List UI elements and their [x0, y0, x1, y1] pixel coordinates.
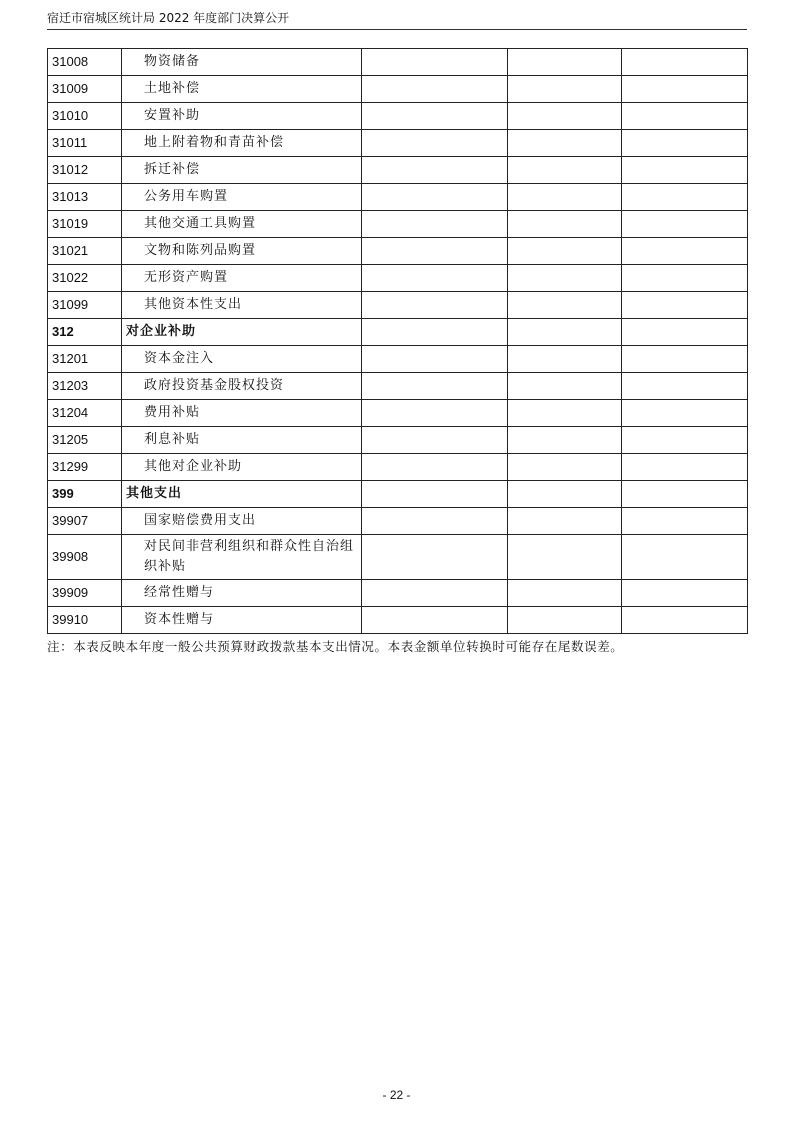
- row-amount-cell: [622, 211, 748, 238]
- row-amount-cell: [362, 292, 508, 319]
- table-row: [48, 238, 748, 265]
- row-amount-cell: [622, 184, 748, 211]
- row-name: 无形资产购置: [144, 270, 229, 285]
- row-name-cell: [122, 427, 362, 454]
- row-name-cell: [122, 580, 362, 607]
- table-row: [48, 157, 748, 184]
- table-row-category: [48, 481, 748, 508]
- row-amount-cell: [362, 265, 508, 292]
- row-amount-cell: [508, 184, 622, 211]
- row-name: 拆迁补偿: [144, 162, 201, 177]
- row-amount-cell: [622, 535, 748, 580]
- row-code: 31019: [48, 211, 122, 238]
- row-code: 31099: [48, 292, 122, 319]
- row-amount-cell: [508, 535, 622, 580]
- table-row: [48, 103, 748, 130]
- row-amount-cell: [508, 238, 622, 265]
- row-amount-cell: [508, 427, 622, 454]
- row-code: 31012: [48, 157, 122, 184]
- row-code: 39908: [48, 535, 122, 580]
- row-name: 政府投资基金股权投资: [144, 378, 285, 393]
- row-amount-cell: [622, 76, 748, 103]
- row-name-cell: [122, 238, 362, 265]
- row-name: 资本金注入: [144, 351, 215, 366]
- row-amount-cell: [362, 481, 508, 508]
- row-amount-cell: [622, 481, 748, 508]
- row-amount-cell: [508, 400, 622, 427]
- row-code: 31021: [48, 238, 122, 265]
- row-name-cell: [122, 373, 362, 400]
- row-name-cell: [122, 454, 362, 481]
- row-amount-cell: [508, 607, 622, 634]
- row-name: 利息补贴: [144, 432, 201, 447]
- row-name-cell: [122, 265, 362, 292]
- row-name: 其他支出: [126, 486, 183, 501]
- row-amount-cell: [622, 454, 748, 481]
- row-amount-cell: [508, 319, 622, 346]
- table-row: [48, 292, 748, 319]
- expenditure-table: [47, 48, 748, 634]
- row-code: 399: [48, 481, 122, 508]
- table-row: [48, 454, 748, 481]
- row-amount-cell: [362, 346, 508, 373]
- row-amount-cell: [362, 607, 508, 634]
- row-name-cell: [122, 157, 362, 184]
- row-code: 39907: [48, 508, 122, 535]
- page-number: - 22 -: [382, 1088, 411, 1102]
- row-amount-cell: [362, 130, 508, 157]
- row-amount-cell: [622, 265, 748, 292]
- row-amount-cell: [508, 265, 622, 292]
- table-row: [48, 346, 748, 373]
- row-amount-cell: [362, 211, 508, 238]
- row-name: 文物和陈列品购置: [144, 243, 257, 258]
- row-code: 31008: [48, 49, 122, 76]
- row-code: 31013: [48, 184, 122, 211]
- row-name-cell: [122, 319, 362, 346]
- row-amount-cell: [622, 373, 748, 400]
- row-name-cell: [122, 481, 362, 508]
- row-code: 31204: [48, 400, 122, 427]
- row-amount-cell: [362, 103, 508, 130]
- row-name: 对民间非营利组织和群众性自治组织补贴: [144, 539, 355, 574]
- row-name: 费用补贴: [144, 405, 201, 420]
- row-name-cell: [122, 103, 362, 130]
- table-row: [48, 184, 748, 211]
- row-amount-cell: [362, 76, 508, 103]
- row-amount-cell: [362, 535, 508, 580]
- row-amount-cell: [362, 238, 508, 265]
- row-amount-cell: [622, 103, 748, 130]
- row-name-cell: [122, 607, 362, 634]
- row-amount-cell: [508, 103, 622, 130]
- row-name: 其他交通工具购置: [144, 216, 257, 231]
- row-amount-cell: [508, 157, 622, 184]
- row-amount-cell: [622, 49, 748, 76]
- row-code: 39910: [48, 607, 122, 634]
- header-title: 宿迁市宿城区统计局 2022 年度部门决算公开: [47, 11, 290, 25]
- row-name: 其他资本性支出: [144, 297, 243, 312]
- table-row: [48, 373, 748, 400]
- row-amount-cell: [508, 580, 622, 607]
- row-amount-cell: [508, 481, 622, 508]
- row-amount-cell: [362, 454, 508, 481]
- row-amount-cell: [362, 373, 508, 400]
- row-code: 39909: [48, 580, 122, 607]
- row-amount-cell: [508, 292, 622, 319]
- row-code: 31009: [48, 76, 122, 103]
- row-amount-cell: [622, 319, 748, 346]
- row-amount-cell: [362, 319, 508, 346]
- row-amount-cell: [622, 130, 748, 157]
- row-name-cell: [122, 130, 362, 157]
- row-name-cell: [122, 211, 362, 238]
- row-name-cell: [122, 292, 362, 319]
- row-code: 31022: [48, 265, 122, 292]
- row-amount-cell: [362, 184, 508, 211]
- table-row: [48, 427, 748, 454]
- row-amount-cell: [362, 49, 508, 76]
- row-amount-cell: [508, 373, 622, 400]
- row-amount-cell: [362, 400, 508, 427]
- table-note: 注：本表反映本年度一般公共预算财政拨款基本支出情况。本表金额单位转换时可能存在尾数误差。: [47, 639, 624, 654]
- row-amount-cell: [622, 580, 748, 607]
- row-name: 安置补助: [144, 108, 201, 123]
- row-amount-cell: [508, 130, 622, 157]
- table-row: [48, 607, 748, 634]
- table-row: [48, 76, 748, 103]
- row-code: 31299: [48, 454, 122, 481]
- table-row: [48, 508, 748, 535]
- table-row: [48, 580, 748, 607]
- table-row: [48, 130, 748, 157]
- row-amount-cell: [622, 292, 748, 319]
- row-name: 公务用车购置: [144, 189, 229, 204]
- row-amount-cell: [508, 49, 622, 76]
- page-header: [47, 9, 747, 30]
- row-code: 31203: [48, 373, 122, 400]
- table-row-category: [48, 319, 748, 346]
- row-code: 31011: [48, 130, 122, 157]
- row-amount-cell: [362, 508, 508, 535]
- row-code: 31010: [48, 103, 122, 130]
- row-name: 国家赔偿费用支出: [144, 513, 257, 528]
- row-name: 资本性赠与: [144, 612, 215, 627]
- row-amount-cell: [622, 157, 748, 184]
- table-row: [48, 535, 748, 580]
- row-name: 经常性赠与: [144, 585, 215, 600]
- table-row: [48, 49, 748, 76]
- row-amount-cell: [622, 346, 748, 373]
- row-name: 土地补偿: [144, 81, 201, 96]
- row-code: 31201: [48, 346, 122, 373]
- row-name: 地上附着物和青苗补偿: [144, 135, 285, 150]
- row-name-cell: [122, 508, 362, 535]
- row-amount-cell: [508, 346, 622, 373]
- expenditure-table-body: [48, 49, 748, 634]
- row-amount-cell: [622, 400, 748, 427]
- row-name-cell: [122, 400, 362, 427]
- row-amount-cell: [622, 607, 748, 634]
- row-name-cell: [122, 76, 362, 103]
- row-amount-cell: [362, 157, 508, 184]
- row-name-cell: [122, 49, 362, 76]
- row-amount-cell: [508, 211, 622, 238]
- row-name: 物资储备: [144, 54, 201, 69]
- row-name-cell: [122, 346, 362, 373]
- row-amount-cell: [622, 508, 748, 535]
- row-amount-cell: [622, 238, 748, 265]
- row-amount-cell: [508, 454, 622, 481]
- row-name: 对企业补助: [126, 324, 197, 339]
- row-code: 31205: [48, 427, 122, 454]
- row-name: 其他对企业补助: [144, 459, 243, 474]
- row-code: 312: [48, 319, 122, 346]
- row-amount-cell: [508, 508, 622, 535]
- row-amount-cell: [362, 427, 508, 454]
- row-name-cell: [122, 535, 362, 580]
- row-amount-cell: [508, 76, 622, 103]
- table-row: [48, 400, 748, 427]
- table-row: [48, 211, 748, 238]
- row-amount-cell: [622, 427, 748, 454]
- row-amount-cell: [362, 580, 508, 607]
- row-name-cell: [122, 184, 362, 211]
- table-row: [48, 265, 748, 292]
